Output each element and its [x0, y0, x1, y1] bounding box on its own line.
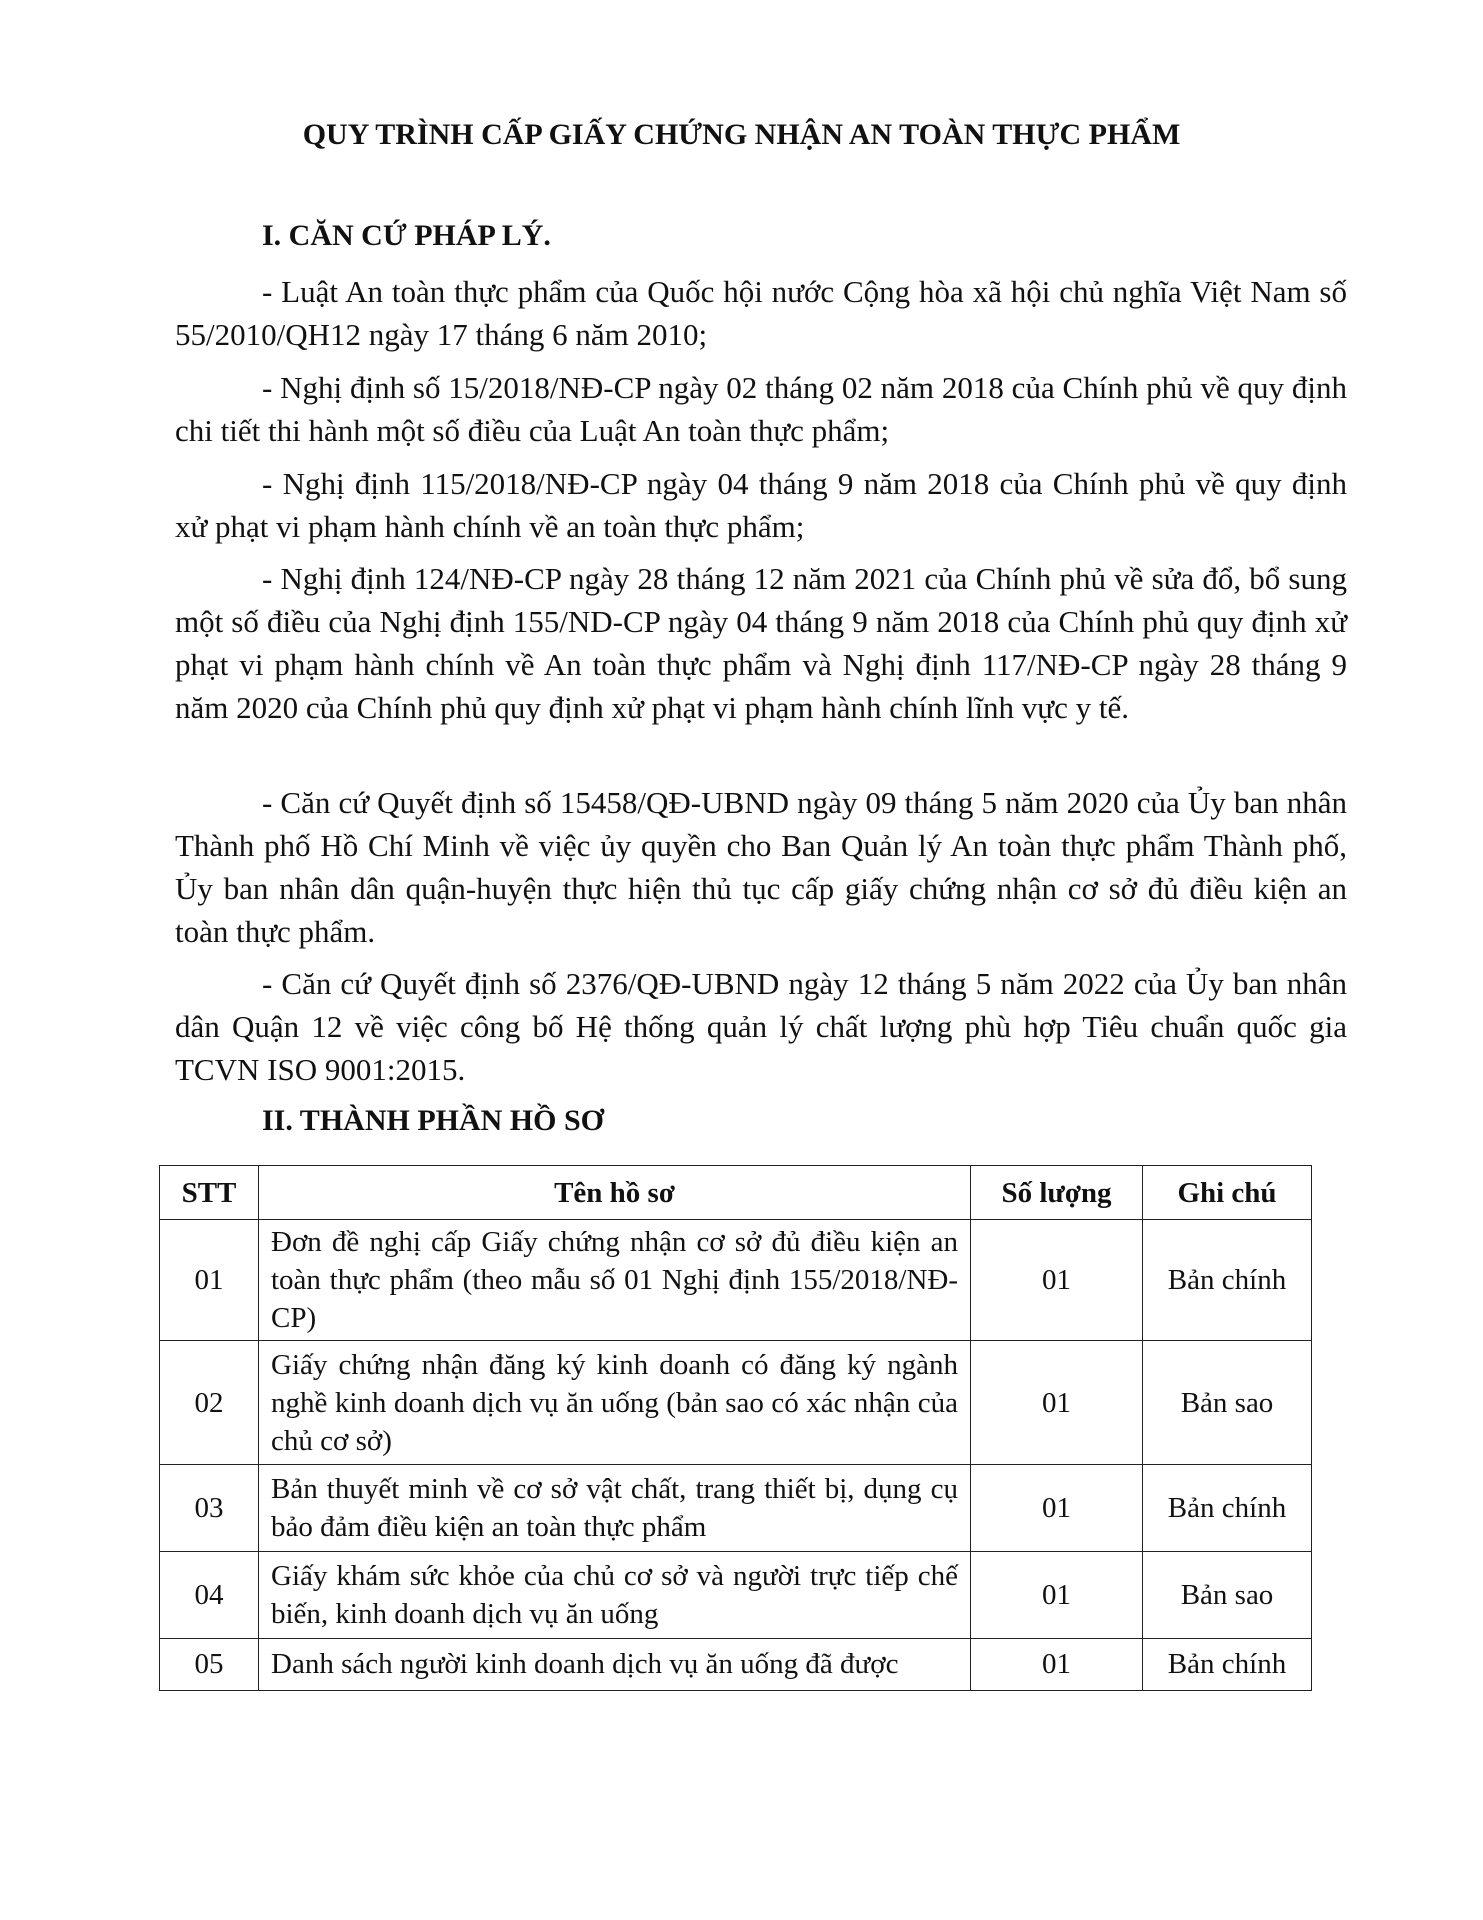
row-document-name: Đơn đề nghị cấp Giấy chứng nhận cơ sở đủ điều kiện an toàn thực phẩm (theo mẫu số 01 Nghị định 155/2018/NĐ-CP)	[259, 1220, 971, 1341]
legal-basis-item-3: - Nghị định 115/2018/NĐ-CP ngày 04 tháng 9 năm 2018 của Chính phủ về quy định xử phạt vi phạm hành chính về an toàn thực phẩm;	[175, 466, 1347, 544]
header-note: Ghi chú	[1143, 1166, 1312, 1220]
legal-basis-item-2: - Nghị định số 15/2018/NĐ-CP ngày 02 tháng 02 năm 2018 của Chính phủ về quy định chi tiết thi hành một số điều của Luật An toàn thực phẩm;	[175, 370, 1347, 448]
row-stt: 03	[160, 1465, 259, 1552]
legal-basis-item-1: - Luật An toàn thực phẩm của Quốc hội nước Cộng hòa xã hội chủ nghĩa Việt Nam số 55/2010/QH12 ngày 17 tháng 6 năm 2010;	[175, 274, 1347, 352]
row-quantity: 01	[971, 1552, 1143, 1639]
row-note: Bản chính	[1143, 1465, 1312, 1552]
table-row	[160, 1341, 1312, 1465]
row-stt: 05	[160, 1639, 259, 1691]
row-note: Bản sao	[1143, 1341, 1312, 1465]
row-stt: 04	[160, 1552, 259, 1639]
table-row	[160, 1639, 1312, 1691]
row-document-name: Giấy khám sức khỏe của chủ cơ sở và người trực tiếp chế biến, kinh doanh dịch vụ ăn uống	[259, 1552, 971, 1639]
legal-basis-item-5: - Căn cứ Quyết định số 15458/QĐ-UBND ngày 09 tháng 5 năm 2020 của Ủy ban nhân Thành phố Hồ Chí Minh về việc ủy quyền cho Ban Quản lý An toàn thực phẩm Thành phố, Ủy ban nhân dân quận-huyện thực hiện thủ tục cấp giấy chứng nhận cơ sở đủ điều kiện an toàn thực phẩm.	[175, 785, 1347, 949]
section-1-heading: I. CĂN CỨ PHÁP LÝ.	[262, 219, 551, 252]
document-title: QUY TRÌNH CẤP GIẤY CHỨNG NHẬN AN TOÀN THỰC PHẨM	[302, 118, 1181, 151]
section-2-heading: II. THÀNH PHẦN HỒ SƠ	[262, 1104, 604, 1137]
table-header-row	[160, 1166, 1312, 1220]
legal-basis-item-4: - Nghị định 124/NĐ-CP ngày 28 tháng 12 năm 2021 của Chính phủ về sửa đổ, bổ sung một số điều của Nghị định 155/ND-CP ngày 04 tháng 9 năm 2018 của Chính phủ quy định xử phạt vi phạm hành chính về An toàn thực phẩm và Nghị định 117/NĐ-CP ngày 28 tháng 9 năm 2020 của Chính phủ quy định xử phạt vi phạm hành chính lĩnh vực y tế.	[175, 561, 1347, 725]
row-document-name: Giấy chứng nhận đăng ký kinh doanh có đăng ký ngành nghề kinh doanh dịch vụ ăn uống (bản sao có xác nhận của chủ cơ sở)	[259, 1341, 971, 1465]
row-quantity: 01	[971, 1220, 1143, 1341]
legal-basis-item-6: - Căn cứ Quyết định số 2376/QĐ-UBND ngày 12 tháng 5 năm 2022 của Ủy ban nhân dân Quận 12 về việc công bố Hệ thống quản lý chất lượng phù hợp Tiêu chuẩn quốc gia TCVN ISO 9001:2015.	[175, 966, 1347, 1087]
header-quantity: Số lượng	[971, 1166, 1143, 1220]
header-document-name: Tên hồ sơ	[259, 1166, 971, 1220]
table-row	[160, 1465, 1312, 1552]
header-stt: STT	[160, 1166, 259, 1220]
row-quantity: 01	[971, 1465, 1143, 1552]
row-stt: 02	[160, 1341, 259, 1465]
documents-table	[159, 1165, 1312, 1691]
row-document-name: Bản thuyết minh về cơ sở vật chất, trang thiết bị, dụng cụ bảo đảm điều kiện an toàn thực phẩm	[259, 1465, 971, 1552]
row-note: Bản chính	[1143, 1639, 1312, 1691]
row-note: Bản chính	[1143, 1220, 1312, 1341]
row-quantity: 01	[971, 1639, 1143, 1691]
row-document-name: Danh sách người kinh doanh dịch vụ ăn uống đã được	[259, 1639, 971, 1691]
row-note: Bản sao	[1143, 1552, 1312, 1639]
table-row	[160, 1552, 1312, 1639]
row-stt: 01	[160, 1220, 259, 1341]
row-quantity: 01	[971, 1341, 1143, 1465]
table-row	[160, 1220, 1312, 1341]
